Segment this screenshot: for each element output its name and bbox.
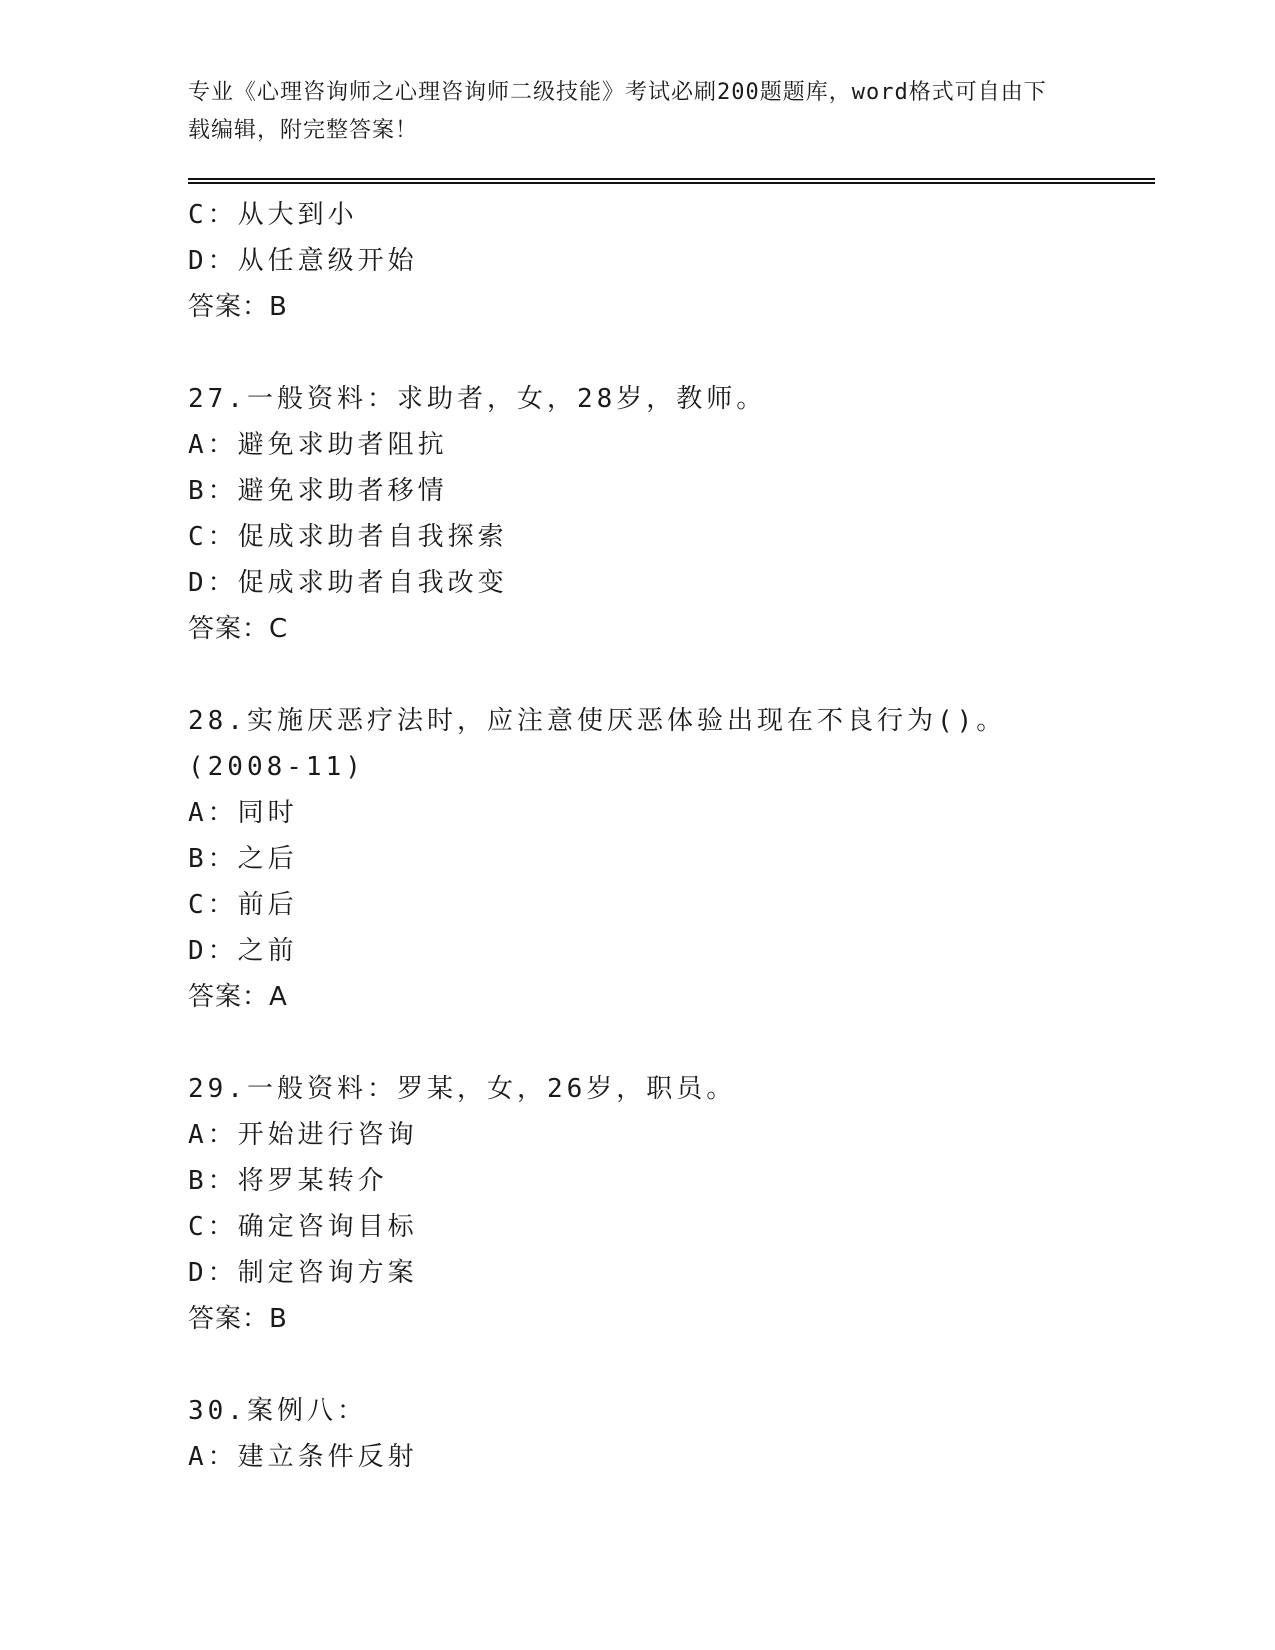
option-c: C：从大到小 (188, 200, 358, 230)
option-a: A：开始进行咨询 (188, 1120, 418, 1150)
header-rule-top (188, 178, 1155, 180)
option-a: A：建立条件反射 (188, 1442, 418, 1472)
document-header: 专业《心理咨询师之心理咨询师二级技能》考试必刷200题题库，word格式可自由下载编辑，附完整答案！ (188, 80, 1047, 143)
option-c: C：前后 (188, 890, 298, 920)
question-stem: 29.一般资料：罗某，女，26岁，职员。 (188, 1074, 737, 1104)
option-a: A：避免求助者阻抗 (188, 430, 448, 460)
question-30 (188, 1388, 1068, 1480)
option-b: B：避免求助者移情 (188, 476, 448, 506)
answer: 答案：B (188, 1304, 288, 1334)
answer: 答案：B (188, 292, 288, 322)
option-d: D：促成求助者自我改变 (188, 568, 508, 598)
question-fragment (188, 192, 1068, 330)
option-c: C：促成求助者自我探索 (188, 522, 508, 552)
question-content (188, 192, 1068, 1480)
option-d: D：之前 (188, 936, 298, 966)
answer: 答案：A (188, 982, 288, 1012)
question-stem: 30.案例八： (188, 1396, 367, 1426)
option-d: D：从任意级开始 (188, 246, 418, 276)
option-c: C：确定咨询目标 (188, 1212, 418, 1242)
question-stem: 28.实施厌恶疗法时，应注意使厌恶体验出现在不良行为()。(2008-11) (188, 706, 1007, 782)
option-b: B：将罗某转介 (188, 1166, 388, 1196)
question-stem: 27.一般资料：求助者，女，28岁，教师。 (188, 384, 767, 414)
question-27 (188, 376, 1068, 652)
header-rule-bottom (188, 182, 1155, 184)
option-b: B：之后 (188, 844, 298, 874)
question-29 (188, 1066, 1068, 1342)
option-a: A：同时 (188, 798, 298, 828)
question-28 (188, 698, 1068, 1020)
option-d: D：制定咨询方案 (188, 1258, 418, 1288)
answer: 答案：C (188, 614, 289, 644)
